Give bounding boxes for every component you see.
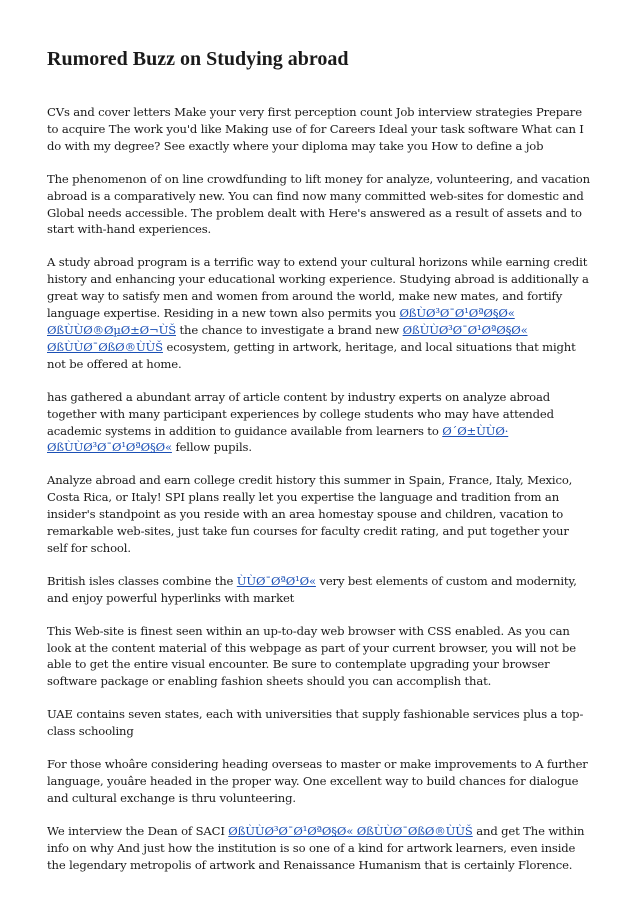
inline-link[interactable]: Ø´Ø±ÙÙØ· ØßÙÙØ³Ø¯Ø¹ØªØ§Ø« bbox=[47, 423, 509, 455]
paragraph-text: British isles classes combine the bbox=[47, 573, 237, 588]
inline-link[interactable]: ØßÙØ³Ø¯Ø¹ØªØ§Ø« ØßÙÙØ®ØµØ±Ø¬ÙŠ bbox=[47, 306, 515, 337]
paragraph-text: For those whoâre considering heading overseas to master or make improvements to A further language, youâre headed in the proper way. One excellent way to build chances for dialogue and cultural exchange is thru volunteering. bbox=[47, 757, 588, 805]
body-paragraph bbox=[47, 623, 592, 691]
paragraph-text: ecosystem, getting in artwork, heritage, and local situations that might not be offered at home. bbox=[47, 339, 576, 371]
paragraph-text: We interview the Dean of SACI bbox=[47, 823, 229, 838]
paragraph-text: UAE contains seven states, each with universities that supply fashionable services plus a top-class schooling bbox=[47, 707, 584, 739]
body-paragraph bbox=[47, 472, 592, 557]
paragraph-text: very best elements of custom and modernity, and enjoy powerful hyperlinks with market bbox=[47, 573, 577, 605]
paragraph-text: The phenomenon of on line crowdfunding to lift money for analyze, volunteering, and vacation abroad is a comparatively new. You can find now many committed web-sites for domestic and Global needs accessible. The problem dealt with Here's answered as a result of assets and to start with-hand experiences. bbox=[47, 171, 590, 237]
body-paragraph bbox=[47, 823, 592, 874]
document-body bbox=[47, 104, 592, 874]
inline-link[interactable]: ØßÙÙØ³Ø¯Ø¹ØªØ§Ø« ØßÙÙØ¯ØßØ®ÙÙŠ bbox=[228, 823, 473, 838]
body-paragraph bbox=[47, 171, 592, 239]
paragraph-text: Analyze abroad and earn college credit history this summer in Spain, France, Italy, Mexico, Costa Rica, or Italy! SPI plans really let you expertise the language and tradition from an insider's standpoint as you reside with an area homestay spouse and children, vacation to remarkable web-sites, just take fun courses for faculty credit rating, and put together your self for school. bbox=[47, 473, 573, 555]
inline-link[interactable]: ØßÙÙØ³Ø¯Ø¹ØªØ§Ø« ØßÙÙØ¯ØßØ®ÙÙŠ bbox=[47, 322, 528, 354]
body-paragraph bbox=[47, 756, 592, 807]
paragraph-text: and get The within info on why And just how the institution is so one of a kind for artwork learners, even inside the legendary metropolis of artwork and Renaissance Humanism that is certainly Florence. bbox=[47, 823, 585, 872]
body-paragraph bbox=[47, 573, 592, 607]
body-paragraph bbox=[47, 104, 592, 155]
paragraph-text: the chance to investigate a brand new bbox=[175, 322, 403, 337]
paragraph-text: has gathered a abundant array of article content by industry experts on analyze abroad together with many participant experiences by college students who may have attended academic systems in addition to guidance available from learners to bbox=[47, 389, 554, 438]
document-title: Rumored Buzz on Studying abroad bbox=[47, 48, 349, 70]
paragraph-text: CVs and cover letters Make your very first perception count Job interview strategies Prepare to acquire The work you'd like Making use of for Careers Ideal your task software What can I do with my degree? See exactly where your diploma may take you How to define a job bbox=[47, 105, 584, 153]
paragraph-text: This Web-site is finest seen within an up-to-day web browser with CSS enabled. As you can look at the content material of this webpage as part of your current browser, you will not be able to get the entire visual encounter. Be sure to contemplate upgrading your browser software package or enabling fashion sheets should you can accomplish that. bbox=[47, 623, 577, 689]
paragraph-text: A study abroad program is a terrific way to extend your cultural horizons while earning credit history and enhancing your educational working experience. Studying abroad is additionally a great way to satisfy men and women from around the world, make new mates, and fortify language expertise. Residing in a new town also permits you bbox=[47, 255, 589, 321]
body-paragraph bbox=[47, 254, 592, 372]
body-paragraph bbox=[47, 706, 592, 740]
body-paragraph bbox=[47, 389, 592, 457]
inline-link[interactable]: ÙÙØ¯ØªØ¹Ø« bbox=[236, 573, 316, 588]
paragraph-text: fellow pupils. bbox=[171, 440, 252, 455]
